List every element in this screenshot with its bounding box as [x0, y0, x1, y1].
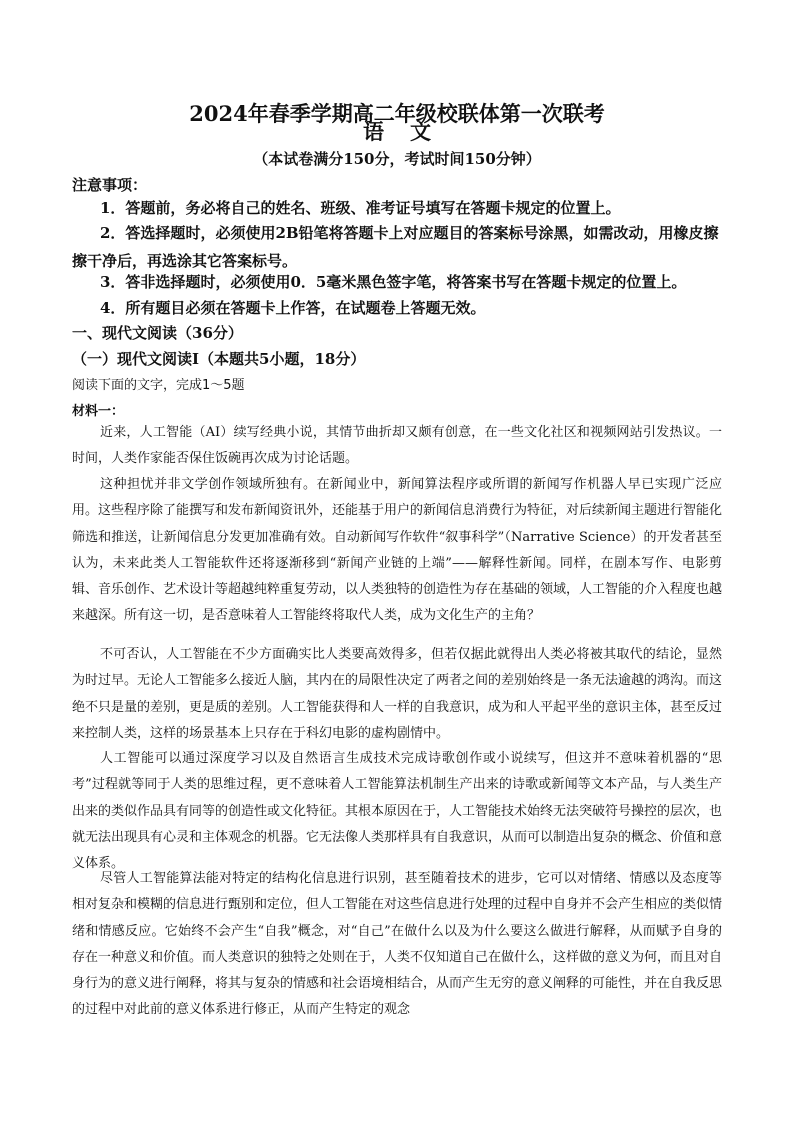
paragraph-1: 近来，人工智能（AI）续写经典小说，其情节曲折却又颇有创意，在一些文化社区和视频网站引发热议。一时间，人类作家能否保住饭碗再次成为讨论话题。: [72, 425, 722, 467]
notice-item-4: 4．所有题目必须在答题卡上作答，在试题卷上答题无效。: [100, 299, 486, 317]
exam-title: 2024年春季学期高二年级校联体第一次联考: [189, 101, 605, 126]
paragraph-3: 不可否认，人工智能在不少方面确实比人类要高效得多，但若仅据此就得出人类必将被其取代的结论，显然为时过早。无论人工智能多么接近人脑，其内在的局限性决定了两者之间的差别始终是一条无法逾越的鸿沟。而这绝不只是量的差别，更是质的差别。人工智能获得和人一样的自我意识，成为和人平起平坐的意识主体，甚至反过来控制人类，这样的场景基本上只存在于科幻电影的虚构剧情中。: [72, 647, 723, 741]
reading-instruction: 阅读下面的文字，完成1～5题: [72, 378, 245, 393]
subject-title: 语文: [363, 119, 457, 144]
notice-heading: 注意事项：: [72, 176, 148, 194]
material-label: 材料一：: [72, 404, 125, 419]
notice-item-3: 3．答非选择题时，必须使用0．5毫米黑色签字笔，将答案书写在答题卡规定的位置上。: [100, 273, 687, 291]
paragraph-4: 人工智能可以通过深度学习以及自然语言生成技术完成诗歌创作或小说续写，但这并不意味着机器的“思考”过程就等同于人类的思维过程，更不意味着人工智能算法机制生产出来的诗歌或新闻等文本产品，与人类生产出来的类似作品具有同等的创造性或文化特征。其根本原因在于，人工智能技术始终无法突破符号操控的层次，也就无法出现具有心灵和主体观念的机器。它无法像人类那样具有自我意识，从而可以制造出复杂的概念、价值和意义体系。: [72, 751, 723, 872]
subsection-title: （一）现代文阅读Ⅰ（本题共5小题，18分）: [72, 350, 366, 368]
exam-info: （本试卷满分150分，考试时间150分钟）: [253, 150, 541, 168]
section-title: 一、现代文阅读（36分）: [72, 324, 243, 342]
paragraph-2: 这种担忧并非文学创作领域所独有。在新闻业中，新闻算法程序或所谓的新闻写作机器人早已实现广泛应用。这些程序除了能撰写和发布新闻资讯外，还能基于用户的新闻信息消费行为特征，对后续新闻主题进行智能化筛选和推送，让新闻信息分发更加准确有效。自动新闻写作软件“叙事科学”（Narrative Science）的开发者甚至认为，未来此类人工智能软件还将逐渐移到“新闻产业链的上端”——解释性新闻。同样，在剧本写作、电影剪辑、音乐创作、艺术设计等超越纯粹重复劳动，以人类独特的创造性为存在基础的领域，人工智能的介入程度也越来越深。所有这一切，是否意味着人工智能终将取代人类，成为文化生产的主角？: [72, 477, 723, 624]
notice-item-2: 2．答选择题时，必须使用2B铅笔将答题卡上对应题目的答案标号涂黑，如需改动，用橡皮擦擦干净后，再选涂其它答案标号。: [72, 224, 719, 270]
paragraph-5: 尽管人工智能算法能对特定的结构化信息进行识别，甚至随着技术的进步，它可以对情绪、情感以及态度等相对复杂和模糊的信息进行甄别和定位，但人工智能在对这些信息进行处理的过程中自身并不会产生相应的类似情绪和情感反应。它始终不会产生“自我”概念，对“自己”在做什么以及为什么要这么做进行解释，从而赋予自身的存在一种意义和价值。而人类意识的独特之处则在于，人类不仅知道自己在做什么，这样做的意义为何，而且对自身行为的意义进行阐释，将其与复杂的情感和社会语境相结合，从而产生无穷的意义阐释的可能性，并在自我反思的过程中对此前的意义体系进行修正，从而产生特定的观念: [72, 871, 723, 1018]
notice-item-1: 1．答题前，务必将自己的姓名、班级、准考证号填写在答题卡规定的位置上。: [100, 199, 621, 217]
